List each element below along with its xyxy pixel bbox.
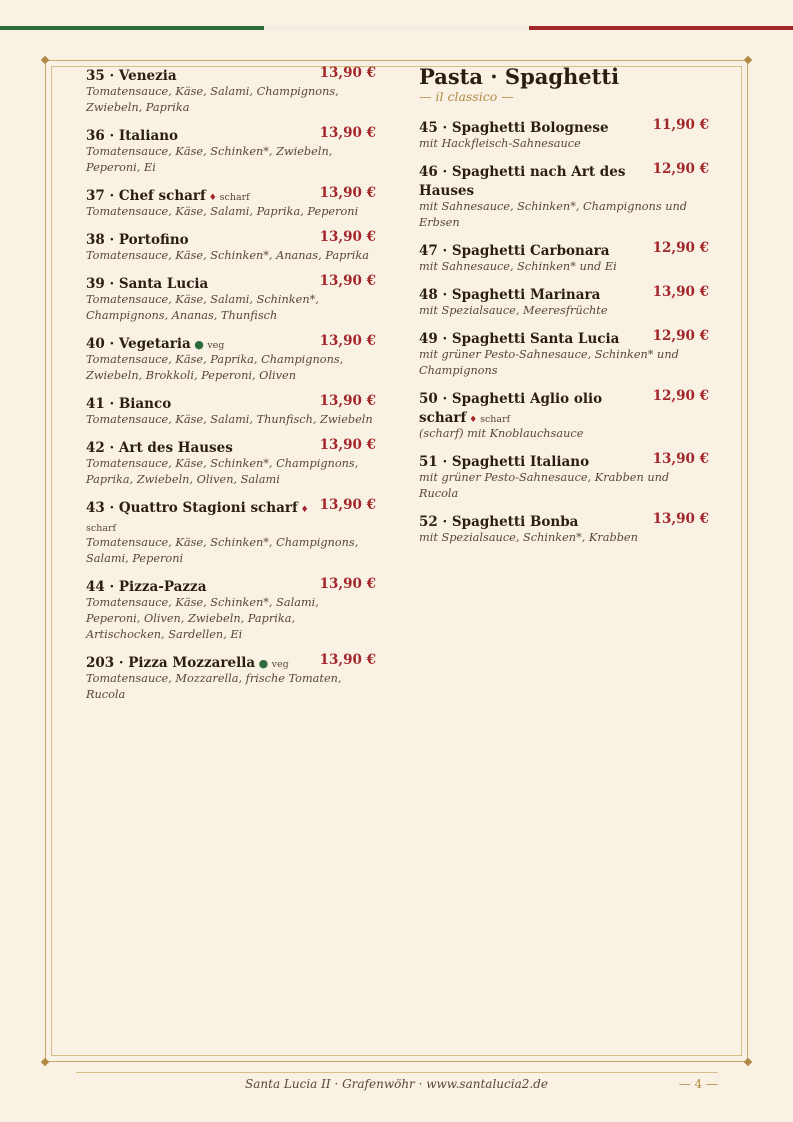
menu-item-description: Tomatensauce, Käse, Salami, Paprika, Peperoni — [86, 205, 359, 218]
menu-item-description: Tomatensauce, Käse, Schinken*, Ananas, Paprika — [86, 249, 369, 262]
menu-item-description: (scharf) mit Knoblauchsauce — [419, 427, 584, 440]
spicy-diamond-icon: ♦ — [205, 193, 220, 203]
menu-item-description: mit Sahnesauce, Schinken*, Champignons und Erbsen — [419, 200, 688, 229]
menu-item-name: 44 · Pizza-Pazza — [86, 579, 207, 595]
menu-item-header — [86, 125, 376, 144]
menu-item-description: mit Spezialsauce, Schinken*, Krabben — [419, 531, 638, 544]
menu-item — [419, 161, 709, 231]
menu-item-header — [86, 437, 376, 456]
menu-item-price: 13,90 € — [319, 65, 376, 81]
page-number: — 4 — — [678, 1077, 718, 1091]
pasta-menu-column — [419, 65, 709, 555]
menu-item-price: 13,90 € — [652, 511, 709, 527]
menu-item-description: mit Spezialsauce, Meeresfrüchte — [419, 304, 608, 317]
menu-item-description: Tomatensauce, Käse, Schinken*, Zwiebeln, Peperoni, Ei — [86, 145, 333, 174]
menu-item-name: 47 · Spaghetti Carbonara — [419, 243, 610, 259]
pasta-list — [419, 117, 709, 546]
menu-item-description: Tomatensauce, Käse, Salami, Champignons, Zwiebeln, Paprika — [86, 85, 339, 114]
menu-item-description: Tomatensauce, Käse, Schinken*, Champignons, Paprika, Zwiebeln, Oliven, Salami — [86, 457, 359, 486]
menu-item-header — [419, 451, 709, 470]
flag-stripe-green — [0, 26, 264, 30]
menu-item — [86, 393, 376, 428]
menu-item-header — [419, 240, 709, 259]
menu-item-header — [419, 161, 709, 199]
menu-item-price: 11,90 € — [652, 117, 709, 133]
footer-text: Santa Lucia II · Grafenwöhr · www.santalucia2.de — [245, 1077, 548, 1091]
menu-item-description: Tomatensauce, Käse, Schinken*, Salami, Peperoni, Oliven, Zwiebeln, Paprika, Artischocken, Sardellen, Ei — [86, 596, 319, 641]
menu-item-price: 13,90 € — [652, 451, 709, 467]
spicy-diamond-icon: ♦ — [466, 415, 481, 425]
menu-item-price: 13,90 € — [319, 333, 376, 349]
menu-item-name: 52 · Spaghetti Bonba — [419, 514, 579, 530]
menu-item-name: 203 · Pizza Mozzarella — [86, 655, 256, 671]
menu-item — [419, 328, 709, 379]
menu-item-description: mit grüner Pesto-Sahnesauce, Schinken* und Champignons — [419, 348, 679, 377]
menu-item — [86, 185, 376, 220]
menu-item — [86, 652, 376, 703]
menu-item — [86, 497, 376, 567]
menu-item-tag: veg — [271, 659, 289, 670]
menu-item-price: 12,90 € — [652, 328, 709, 344]
menu-item-name: 48 · Spaghetti Marinara — [419, 287, 601, 303]
menu-item-name: 42 · Art des Hauses — [86, 440, 233, 456]
section-subtitle: — il classico — — [419, 89, 514, 104]
corner-ornament-icon — [744, 1058, 752, 1066]
menu-item-header — [86, 229, 376, 248]
menu-item-price: 12,90 € — [652, 388, 709, 404]
menu-item-price: 12,90 € — [652, 161, 709, 177]
menu-item-tag: veg — [207, 340, 225, 351]
menu-item — [86, 229, 376, 264]
menu-item — [419, 388, 709, 442]
menu-item-header — [86, 273, 376, 292]
menu-item-header — [419, 511, 709, 530]
menu-item-header — [86, 185, 376, 204]
menu-item — [86, 333, 376, 384]
veg-dot-icon: ● — [190, 338, 208, 351]
menu-item-price: 13,90 € — [652, 284, 709, 300]
flag-stripe-red — [529, 26, 793, 30]
menu-item-header — [86, 497, 376, 535]
menu-item-name: 41 · Bianco — [86, 396, 172, 412]
menu-item-description: Tomatensauce, Käse, Paprika, Champignons, Zwiebeln, Brokkoli, Peperoni, Oliven — [86, 353, 344, 382]
menu-item-price: 13,90 € — [319, 497, 376, 513]
menu-item-name: 38 · Portofino — [86, 232, 189, 248]
section-title: Pasta · Spaghetti — [419, 64, 620, 89]
veg-dot-icon: ● — [255, 657, 272, 670]
menu-item-description: Tomatensauce, Käse, Salami, Thunfisch, Zwiebeln — [86, 413, 373, 426]
menu-item-header — [86, 65, 376, 84]
menu-item — [86, 437, 376, 488]
menu-item-tag: scharf — [86, 523, 117, 534]
menu-item-price: 13,90 € — [319, 393, 376, 409]
menu-item — [86, 273, 376, 324]
pizza-menu-column — [86, 65, 376, 712]
menu-item-name: 51 · Spaghetti Italiano — [419, 454, 590, 470]
menu-item-price: 13,90 € — [319, 185, 376, 201]
menu-item-name: 36 · Italiano — [86, 128, 179, 144]
menu-item-name: 50 · Spaghetti Aglio olio scharf — [419, 391, 603, 426]
menu-item-name: 49 · Spaghetti Santa Lucia — [419, 331, 620, 347]
menu-item — [419, 117, 709, 152]
menu-item-description: mit Sahnesauce, Schinken* und Ei — [419, 260, 617, 273]
menu-item-price: 13,90 € — [319, 229, 376, 245]
menu-item-name: 39 · Santa Lucia — [86, 276, 209, 292]
menu-item-name: 37 · Chef scharf — [86, 188, 206, 204]
menu-item-description: mit Hackfleisch-Sahnesauce — [419, 137, 581, 150]
menu-item-name: 35 · Venezia — [86, 68, 177, 84]
menu-item-tag: scharf — [219, 192, 250, 203]
menu-item-header — [419, 117, 709, 136]
menu-item-header — [419, 284, 709, 303]
flag-stripe-white — [264, 26, 529, 30]
menu-item-price: 12,90 € — [652, 240, 709, 256]
menu-item-price: 13,90 € — [319, 273, 376, 289]
menu-item-description: Tomatensauce, Mozzarella, frische Tomaten, Rucola — [86, 672, 342, 701]
menu-item — [419, 284, 709, 319]
menu-item-header — [86, 393, 376, 412]
menu-item — [86, 125, 376, 176]
menu-item — [86, 576, 376, 643]
menu-item-header — [86, 333, 376, 352]
menu-item-name: 46 · Spaghetti nach Art des Hauses — [419, 164, 626, 199]
menu-item — [86, 65, 376, 116]
menu-item-name: 43 · Quattro Stagioni scharf — [86, 500, 298, 516]
menu-item-price: 13,90 € — [319, 576, 376, 592]
menu-item-description: mit grüner Pesto-Sahnesauce, Krabben und Rucola — [419, 471, 670, 500]
menu-item-tag: scharf — [480, 414, 511, 425]
menu-item-name: 45 · Spaghetti Bolognese — [419, 120, 609, 136]
menu-item-name: 40 · Vegetaria — [86, 336, 191, 352]
menu-item-header — [86, 652, 376, 671]
footer-divider — [76, 1072, 718, 1073]
menu-item — [419, 240, 709, 275]
menu-item-price: 13,90 € — [319, 125, 376, 141]
menu-item-header — [419, 388, 709, 426]
menu-item-header — [419, 328, 709, 347]
menu-item-description: Tomatensauce, Käse, Schinken*, Champignons, Salami, Peperoni — [86, 536, 359, 565]
menu-item — [419, 511, 709, 546]
menu-item-price: 13,90 € — [319, 437, 376, 453]
menu-item-description: Tomatensauce, Käse, Salami, Schinken*, Champignons, Ananas, Thunfisch — [86, 293, 319, 322]
menu-item — [419, 451, 709, 502]
spicy-diamond-icon: ♦ — [297, 505, 309, 515]
menu-item-price: 13,90 € — [319, 652, 376, 668]
menu-item-header — [86, 576, 376, 595]
